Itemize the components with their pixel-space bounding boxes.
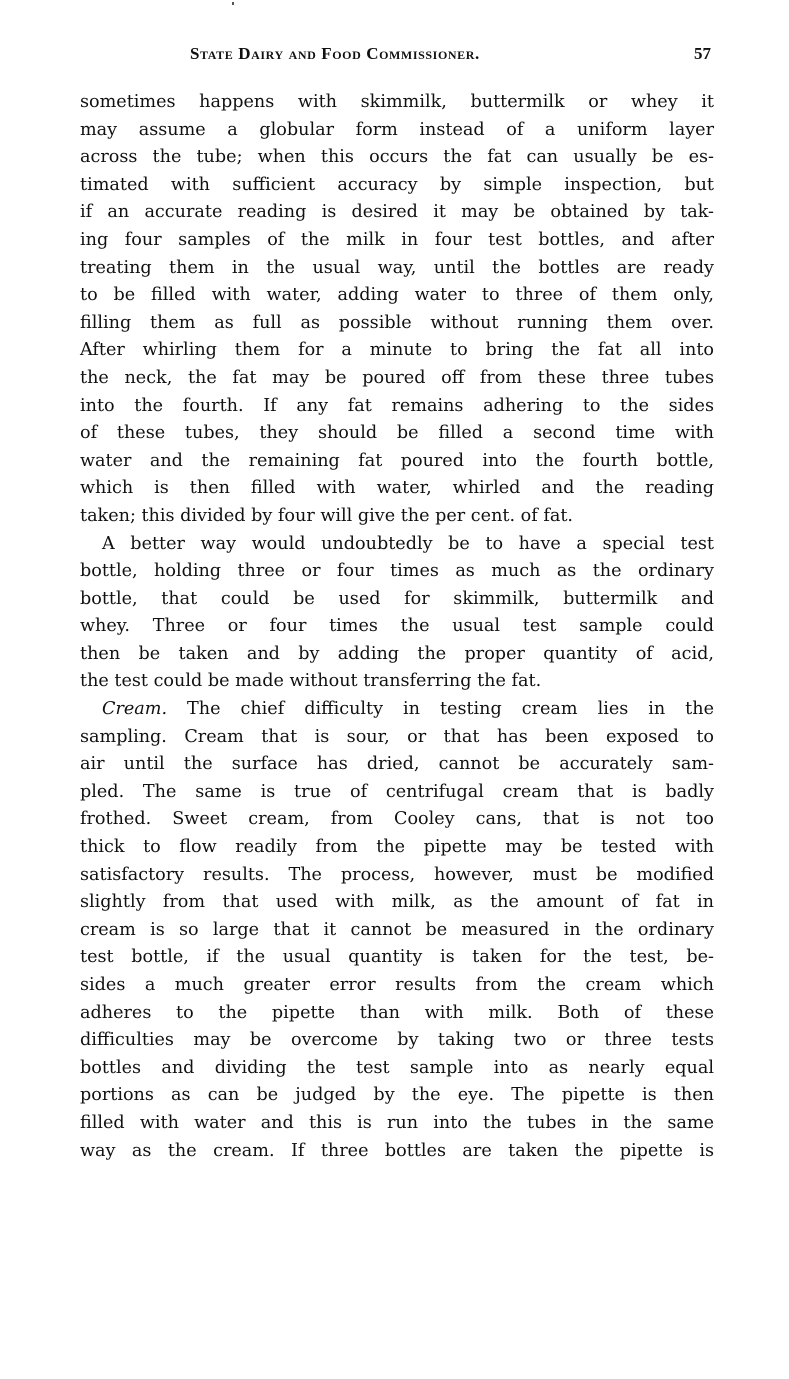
text-line: across the tube; when this occurs the fat can usually be es- [80,147,714,168]
text-line: sampling. Cream that is sour, or that has been exposed to [80,726,714,747]
text-line: whey. Three or four times the usual test sample could [80,616,714,637]
text-line: to be filled with water, adding water to three of them only, [80,285,714,306]
text-line: ing four samples of the milk in four test bottles, and after [80,229,714,250]
paragraph-2 [80,531,714,697]
text-line: thick to flow readily from the pipette may be tested with [80,837,714,858]
text-line: may assume a globular form instead of a uniform layer [80,119,714,140]
text-line: into the fourth. If any fat remains adhering to the sides [80,395,714,416]
running-title: State Dairy and Food Commissioner. [190,44,480,63]
text-line: the neck, the fat may be poured off from these three tubes [80,367,714,388]
text-run: The chief difficulty in testing cream lies in the [167,699,714,720]
text-line: filling them as full as possible without running them over. [80,312,714,333]
text-line: After whirling them for a minute to bring the fat all into [80,340,714,361]
text-line: water and the remaining fat poured into the fourth bottle, [80,450,714,471]
print-speck [232,2,234,5]
text-line: taken; this divided by four will give the per cent. of fat. [80,505,574,526]
text-line: bottles and dividing the test sample into as nearly equal [80,1057,714,1078]
text-line: frothed. Sweet cream, from Cooley cans, that is not too [80,809,714,830]
text-line: the test could be made without transferring the fat. [80,671,542,692]
text-line: which is then filled with water, whirled and the reading [80,478,714,499]
text-line: filled with water and this is run into the tubes in the same [80,1112,714,1133]
text-line: if an accurate reading is desired it may be obtained by tak- [80,202,714,223]
text-line: bottle, holding three or four times as much as the ordinary [80,561,714,582]
text-line: adheres to the pipette than with milk. Both of these [80,1002,714,1023]
text-line: cream is so large that it cannot be measured in the ordinary [80,919,714,940]
text-line: sometimes happens with skimmilk, buttermilk or whey it [80,92,714,112]
text-line: difficulties may be overcome by taking two or three tests [80,1030,714,1051]
paragraph-3 [80,696,714,1165]
text-line: pled. The same is true of centrifugal cream that is badly [80,781,714,802]
text-line: A better way would undoubtedly be to have a special test [102,533,714,554]
text-line: way as the cream. If three bottles are taken the pipette is [80,1140,714,1161]
section-run-in-heading: Cream. [102,699,168,720]
text-line [80,696,714,724]
text-line: bottle, that could be used for skimmilk, buttermilk and [80,588,714,609]
text-line: then be taken and by adding the proper quantity of acid, [80,643,714,664]
text-line: slightly from that used with milk, as the amount of fat in [80,892,714,913]
body-text [80,89,714,1165]
text-line: test bottle, if the usual quantity is taken for the test, be- [80,947,714,968]
text-line: treating them in the usual way, until the bottles are ready [80,257,714,278]
text-line: timated with sufficient accuracy by simple inspection, but [80,174,714,195]
text-line: sides a much greater error results from the cream which [80,975,714,995]
paragraph-1 [80,89,714,531]
text-line: of these tubes, they should be filled a second time with [80,423,714,444]
text-line: portions as can be judged by the eye. The pipette is then [80,1085,714,1106]
text-line: satisfactory results. The process, however, must be modified [80,864,714,885]
text-line: air until the surface has dried, cannot be accurately sam- [80,754,714,775]
page-number: 57 [694,44,711,63]
